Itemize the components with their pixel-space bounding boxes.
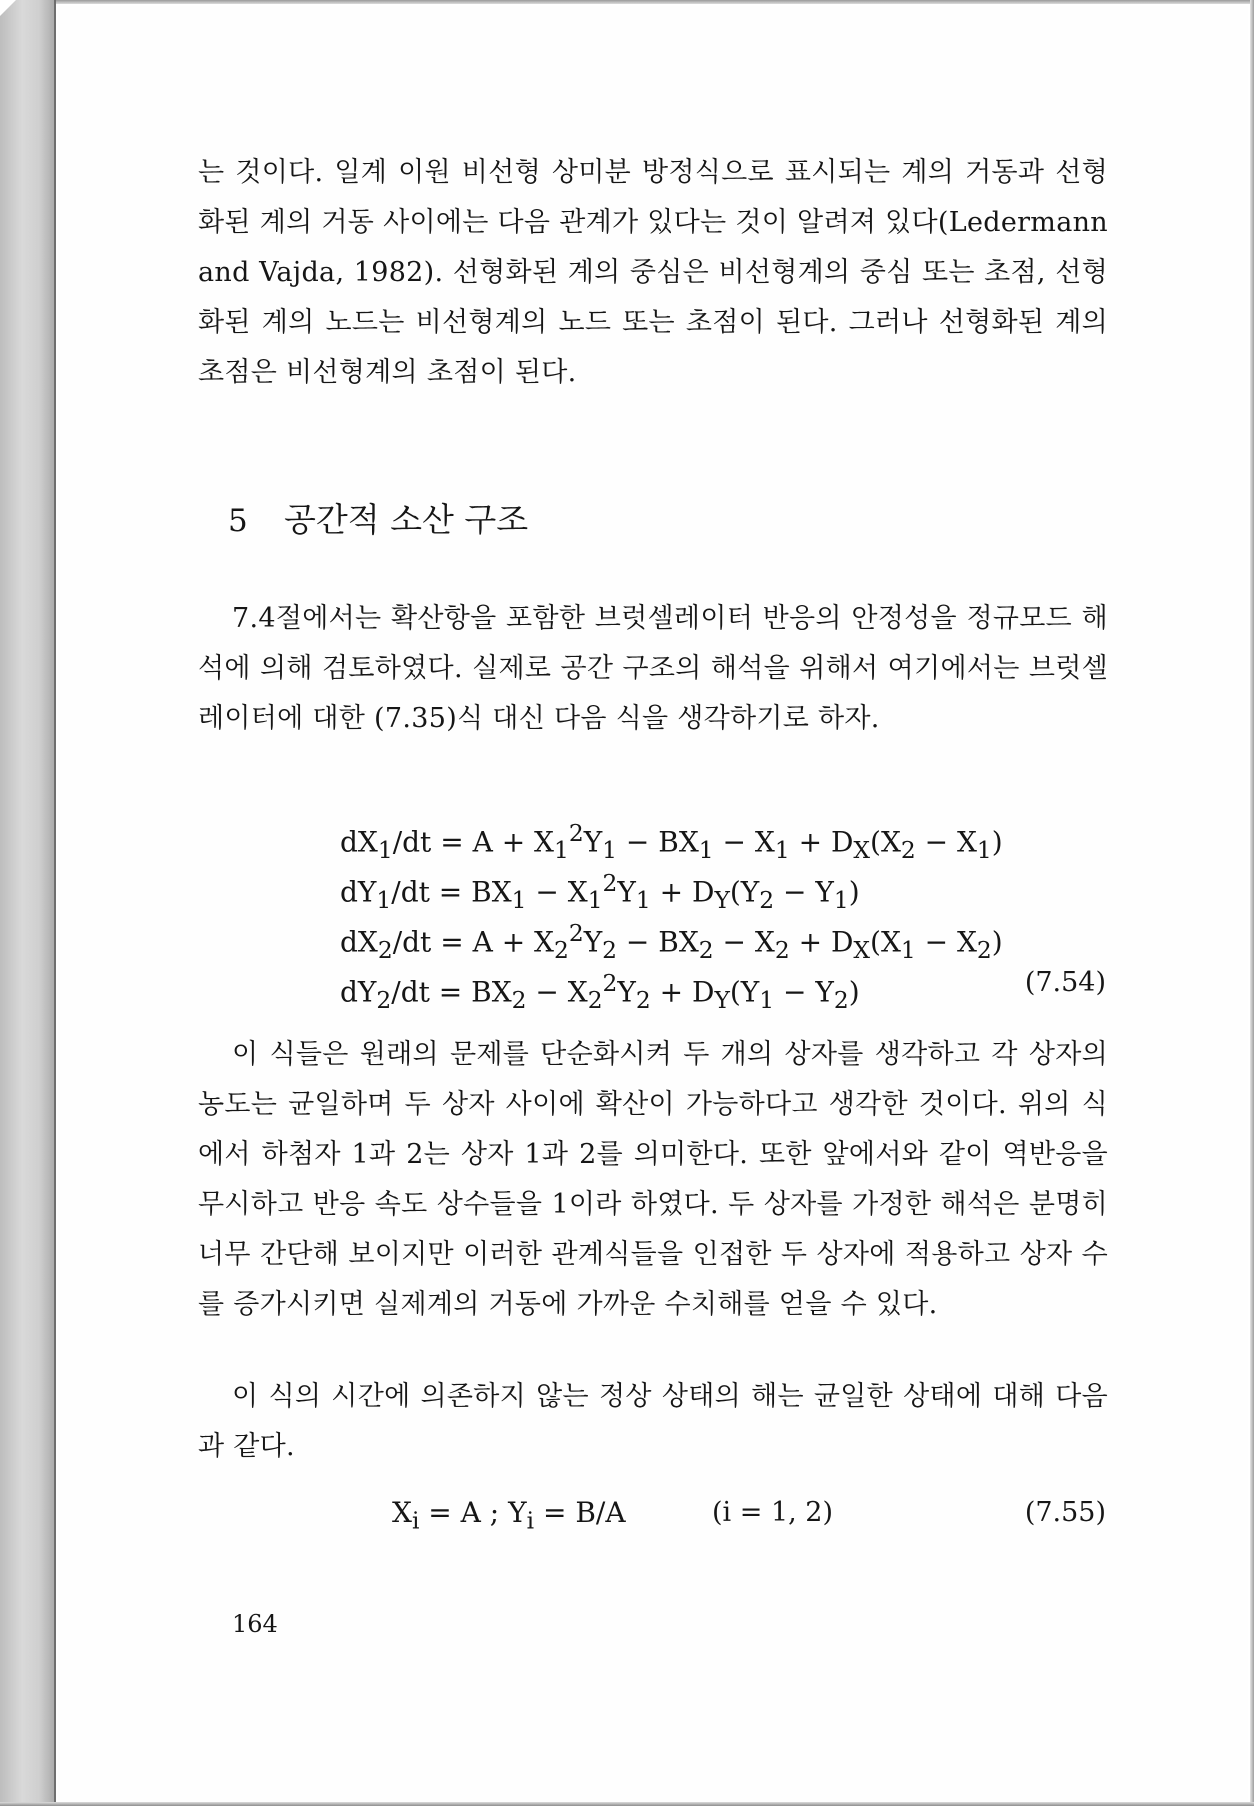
section-heading	[228, 494, 528, 541]
paragraph-steady-state: 이 식의 시간에 의존하지 않는 정상 상태의 해는 균일한 상태에 대해 다음과 같다.	[198, 1381, 1108, 1462]
equation-condition: (i = 1, 2)	[712, 1497, 834, 1528]
section-title: 공간적 소산 구조	[284, 500, 529, 539]
equation-steady-state: $X_i = A$ ; $Y_i = B/A$	[392, 1496, 626, 1535]
equation-dx2: $dX_2/dt = A + X_2^2Y_2 - BX_2 - X_2 + D_X(X_1 - X_2)$	[340, 919, 1003, 964]
equation-dx1: $dX_1/dt = A + X_1^2Y_1 - BX_1 - X_1 + D_X(X_2 - X_1)$	[340, 819, 1003, 864]
book-edge-bottom	[0, 1802, 1254, 1806]
paragraph-continuation: 는 것이다. 일계 이원 비선형 상미분 방정식으로 표시되는 계의 거동과 선형화된 계의 거동 사이에는 다음 관계가 있다는 것이 알려져 있다(Ledermann and Vajda, 1982). 선형화된 계의 중심은 비선형계의 중심 또는 초점, 선형화된 계의 노드는 비선형계의 노드 또는 초점이 된다. 그러나 선형화된 계의 초점은 비선형계의 초점이 된다.	[198, 157, 1108, 388]
section-number: 5	[228, 503, 248, 539]
equation-dy1: $dY_1/dt = BX_1 - X_1^2Y_1 + D_Y(Y_2 - Y_1)$	[340, 869, 860, 914]
page-number: 164	[232, 1610, 278, 1638]
paragraph-explanation: 이 식들은 원래의 문제를 단순화시켜 두 개의 상자를 생각하고 각 상자의 농도는 균일하며 두 상자 사이에 확산이 가능하다고 생각한 것이다. 위의 식에서 하첨자 1과 2는 상자 1과 2를 의미한다. 또한 앞에서와 같이 역반응을 무시하고 반응 속도 상수들을 1이라 하였다. 두 상자를 가정한 해석은 분명히 너무 간단해 보이지만 이러한 관계식들을 인접한 두 상자에 적용하고 상자 수를 증가시키면 실제계의 거동에 가까운 수치해를 얻을 수 있다.	[198, 1039, 1108, 1320]
book-edge-right	[1250, 0, 1254, 1806]
equation-dy2: $dY_2/dt = BX_2 - X_2^2Y_2 + D_Y(Y_1 - Y_2)$	[340, 969, 860, 1014]
paragraph-intro: 7.4절에서는 확산항을 포함한 브럿셀레이터 반응의 안정성을 정규모드 해석에 의해 검토하였다. 실제로 공간 구조의 해석을 위해서 여기에서는 브럿셀레이터에 대한 (7.35)식 대신 다음 식을 생각하기로 하자.	[198, 603, 1108, 734]
equation-number-754: (7.54)	[1024, 967, 1106, 998]
equation-number-755: (7.55)	[1024, 1497, 1106, 1528]
book-spine-line	[54, 0, 56, 1806]
book-edge-top	[16, 0, 1254, 4]
book-spine-edge	[0, 0, 56, 1806]
